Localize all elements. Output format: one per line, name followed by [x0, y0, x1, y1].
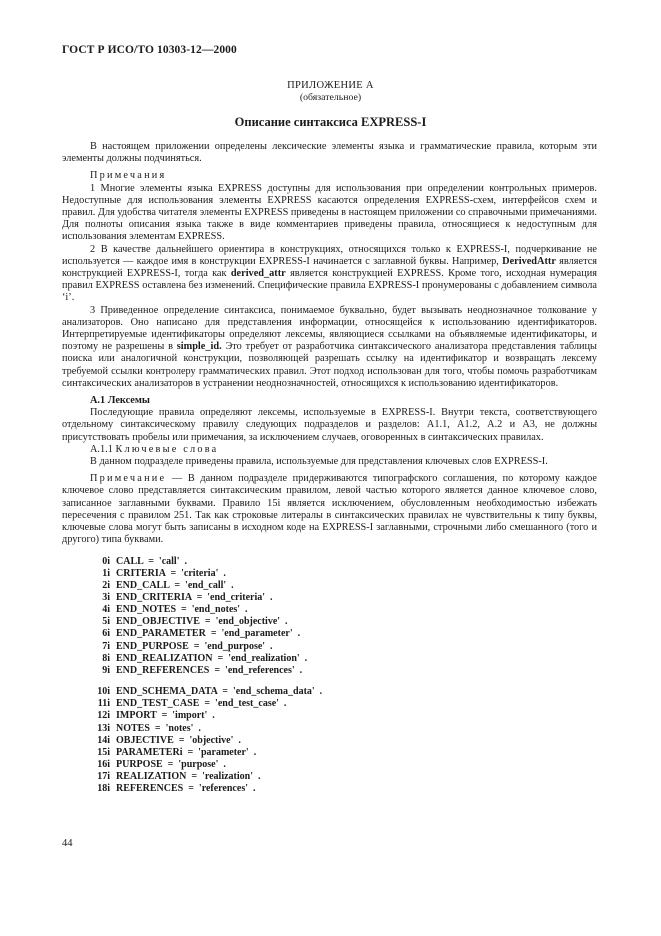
syntax-rule [90, 686, 597, 698]
syntax-rule [90, 653, 597, 665]
syntax-rule [90, 641, 597, 653]
section-a11-text: В данном подразделе приведены правила, используемые для представления ключевых слов EXPRESS-I. [90, 456, 548, 468]
syntax-rule [90, 556, 597, 568]
syntax-rule [90, 783, 597, 795]
syntax-rule [90, 592, 597, 604]
rule-text: END_CRITERIA = 'end_criteria' . [116, 591, 273, 603]
rule-number: 5i [102, 616, 110, 628]
rule-number: 1i [102, 567, 110, 579]
rule-text: END_SCHEMA_DATA = 'end_schema_data' . [116, 686, 323, 698]
appendix-title: ПРИЛОЖЕНИЕ А [287, 80, 374, 91]
rule-text: END_PURPOSE = 'end_purpose' . [116, 640, 273, 652]
keywords-note: Примечание — В данном подразделе придерживаются типографского соглашения, по которому каждое ключевое слово представляется синтаксическим правилом, левой частью которого является данное ключевое слово, записанное заглавными буквами. Правило 15i является исключением, обусловленным необходимостью избежать пересечения с правилом 251. Так как строковые литералы в синтаксических правилах не чувствительны к типу буквы, ключевые слова могут быть записаны в исходном коде на EXPRESS-I заглавными, строчными либо смешанного (того и другого) типа буквами. [62, 473, 597, 546]
rule-text: END_REFERENCES = 'end_references' . [116, 664, 303, 676]
notes-heading: Примечания [90, 170, 167, 182]
document-header: ГОСТ Р ИСО/ТО 10303-12—2000 [62, 44, 237, 56]
rule-text: END_NOTES = 'end_notes' . [116, 604, 248, 616]
syntax-rule [90, 710, 597, 722]
rule-number: 7i [102, 640, 110, 652]
rule-text: CALL = 'call' . [116, 555, 187, 567]
rule-number: 12i [97, 710, 110, 722]
rule-text: PARAMETERi = 'parameter' . [116, 746, 257, 758]
intro-paragraph: В настоящем приложении определены лексические элементы языка и грамматические правила, которым эти элементы должны подчиняться. [62, 141, 597, 165]
rule-number: 8i [102, 652, 110, 664]
note-1: 1 Многие элементы языка EXPRESS доступны для использования при определении контрольных примеров. Недоступные для использования элементы EXPRESS касаются определения EXPRESS-схем, интерфейсов схем и правил. Для удобства читателя элементы EXPRESS приведены в настоящем приложении со справочными примечаниями. Для полноты описания языка также в виде комментариев приведены правила, относящиеся к недоступным для использования элементам EXPRESS. [62, 182, 597, 243]
keyword-rules [90, 556, 597, 796]
document-body [62, 141, 597, 795]
rule-text: REFERENCES = 'references' . [116, 783, 256, 795]
rule-text: END_TEST_CASE = 'end_test_case' . [116, 698, 287, 710]
rule-number: 16i [97, 759, 110, 770]
rule-text: END_OBJECTIVE = 'end_objective' . [116, 616, 288, 628]
rule-text: IMPORT = 'import' . [116, 710, 215, 722]
rule-number: 2i [102, 579, 110, 591]
rules-group-1 [90, 556, 597, 678]
rule-text: PURPOSE = 'purpose' . [116, 759, 226, 770]
note-3: 3 Приведенное определение синтаксиса, понимаемое буквально, будет вызывать неоднозначное толкование у анализаторов. Оно написано для представления информации, относящейся к использованию идентификаторов. Интерпретируемые идентификаторы определяют лексемы, являющиеся ссылками на объявляемые идентификаторы, и поэтому не разрешены в simple_id. Это требует от разработчика синтаксического анализатора представления таблицы поиска или аналогичной конструкции, позволяющей разрешать ссылку на идентификатор и возвращать лексему требуемой ссылки контролеру грамматических правил. Этот подход использован для того, чтобы помочь разработчикам синтаксических анализаторов в устранении неоднозначностей, относящихся к использованию идентификаторов. [62, 304, 597, 389]
rule-number: 3i [102, 591, 110, 603]
syntax-rule [90, 580, 597, 592]
rules-group-2 [90, 686, 597, 795]
rule-number: 14i [97, 734, 110, 746]
rule-number: 6i [102, 628, 110, 640]
rule-number: 17i [97, 771, 110, 783]
syntax-rule [90, 628, 597, 640]
rule-text: END_PARAMETER = 'end_parameter' . [116, 628, 301, 640]
rule-text: OBJECTIVE = 'objective' . [116, 734, 241, 746]
syntax-rule [90, 747, 597, 759]
rule-text: END_REALIZATION = 'end_realization' . [116, 652, 308, 664]
syntax-rule [90, 568, 597, 580]
rule-number: 11i [97, 698, 110, 710]
syntax-rule [90, 604, 597, 616]
rule-number: 18i [97, 783, 110, 795]
page-title: Описание синтаксиса EXPRESS-I [234, 115, 427, 129]
syntax-rule [90, 771, 597, 783]
rule-number: 9i [102, 664, 110, 676]
rule-number: 13i [97, 722, 110, 734]
syntax-rule [90, 759, 597, 771]
rule-number: 15i [97, 746, 110, 758]
rule-text: CRITERIA = 'criteria' . [116, 567, 226, 579]
section-a11-heading: А.1.1 Ключевые слова [90, 443, 219, 455]
rule-number: 4i [102, 604, 110, 616]
syntax-rule [90, 665, 597, 677]
section-a1-heading: А.1 Лексемы [90, 395, 150, 407]
rule-number: 10i [97, 686, 110, 698]
rule-text: NOTES = 'notes' . [116, 722, 201, 734]
syntax-rule [90, 698, 597, 710]
rule-number: 0i [102, 555, 110, 567]
rule-text: REALIZATION = 'realization' . [116, 771, 261, 783]
section-a1-text: Последующие правила определяют лексемы, используемые в EXPRESS-I. Внутри текста, соответствующего отдельному синтаксическому правилу следующих подразделов и разделов: А1.1, А1.2, А.2 и А3, не должны присутствовать пробелы или примечания, за исключением случаев, оговоренных в синтаксических правилах. [62, 407, 597, 443]
syntax-rule [90, 735, 597, 747]
appendix-subtitle: (обязательное) [299, 92, 362, 103]
note-2: 2 В качестве дальнейшего ориентира в конструкциях, относящихся только к EXPRESS-I, подчеркивание не используется — каждое имя в конструкции EXPRESS-I начинается с заглавной буквы. Например, DerivedAttr является конструкцией EXPRESS-I, тогда как derived_attr является конструкцией EXPRESS. Кроме того, исходная нумерация правил EXPRESS оставлена без изменений. Специфические правила EXPRESS-I пронумерованы с добавлением символа ‘i’. [62, 243, 598, 304]
syntax-rule [90, 616, 597, 628]
rule-text: END_CALL = 'end_call' . [116, 579, 234, 591]
page-number: 44 [62, 838, 73, 849]
syntax-rule [90, 723, 597, 735]
